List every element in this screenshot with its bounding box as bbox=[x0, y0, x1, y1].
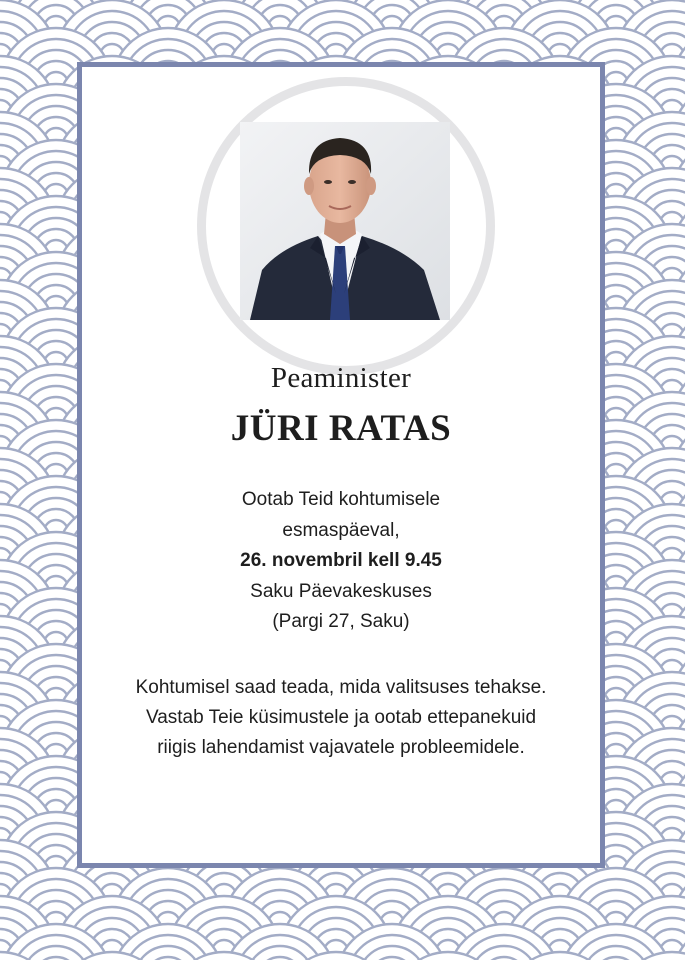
invitation-address: (Pargi 27, Saku) bbox=[272, 611, 410, 632]
invitation-text bbox=[82, 485, 600, 638]
description-line: riigis lahendamist vajavatele probleemidele. bbox=[157, 737, 525, 758]
portrait-photo bbox=[240, 122, 450, 320]
invitation-venue: Saku Päevakeskuses bbox=[250, 580, 432, 602]
person-name: JÜRI RATAS bbox=[230, 408, 452, 449]
description-line: Kohtumisel saad teada, mida valitsuses tehakse. bbox=[135, 677, 547, 698]
invitation-card bbox=[77, 62, 605, 868]
role-title: Peaminister bbox=[270, 362, 412, 394]
invitation-date-time: 26. novembril kell 9.45 bbox=[240, 550, 442, 571]
description-line: Vastab Teie küsimustele ja ootab ettepanekuid bbox=[145, 707, 537, 728]
invitation-line: Ootab Teid kohtumisele bbox=[241, 489, 441, 510]
invitation-day: esmaspäeval, bbox=[282, 519, 400, 541]
description-text bbox=[82, 673, 600, 763]
